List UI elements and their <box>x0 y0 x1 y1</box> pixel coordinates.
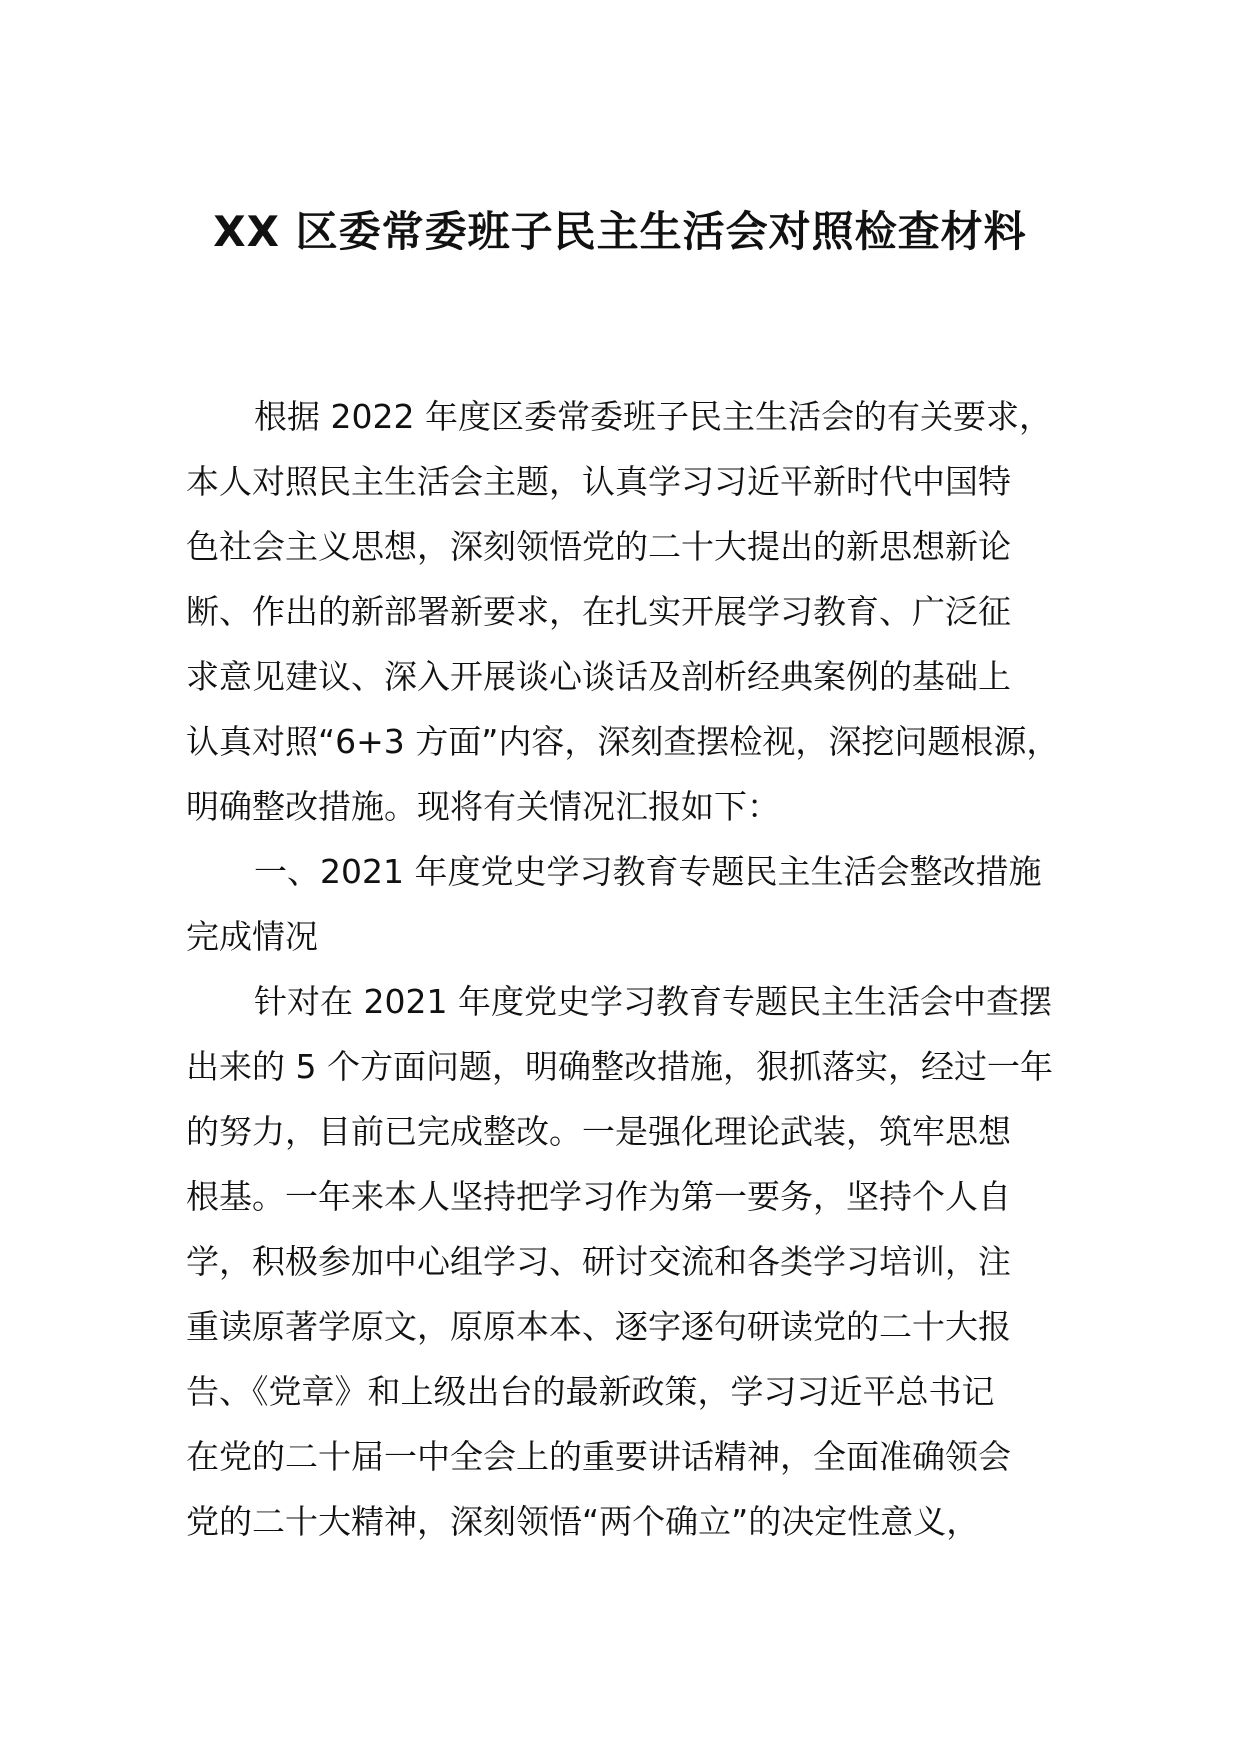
paragraph-1-line-5: 求意见建议、深入开展谈心谈话及剖析经典案例的基础上 <box>186 657 1011 696</box>
section-heading-line-2: 完成情况 <box>186 917 318 956</box>
paragraph-2-line-4: 根基。一年来本人坚持把学习作为第一要务，坚持个人自 <box>186 1177 1011 1216</box>
paragraph-2-line-7: 告、《党章》和上级出台的最新政策，学习习近平总书记 <box>186 1372 995 1411</box>
paragraph-2-line-1: 针对在 2021 年度党史学习教育专题民主生活会中查摆 <box>254 982 1052 1021</box>
paragraph-1-line-7: 明确整改措施。现将有关情况汇报如下： <box>186 787 780 826</box>
paragraph-1-line-6: 认真对照“6+3 方面”内容，深刻查摆检视，深挖问题根源， <box>186 722 1060 761</box>
paragraph-2-line-5: 学，积极参加中心组学习、研讨交流和各类学习培训，注 <box>186 1242 1011 1281</box>
paragraph-1-line-1: 根据 2022 年度区委常委班子民主生活会的有关要求， <box>254 397 1052 436</box>
paragraph-2-line-3: 的努力，目前已完成整改。一是强化理论武装，筑牢思想 <box>186 1112 1011 1151</box>
paragraph-2-line-2: 出来的 5 个方面问题，明确整改措施，狠抓落实，经过一年 <box>186 1047 1053 1086</box>
paragraph-2-line-8: 在党的二十届一中全会上的重要讲话精神，全面准确领会 <box>186 1437 1011 1476</box>
paragraph-2-line-9: 党的二十大精神，深刻领悟“两个确立”的决定性意义， <box>186 1502 980 1541</box>
paragraph-1-line-4: 断、作出的新部署新要求，在扎实开展学习教育、广泛征 <box>186 592 1011 631</box>
section-heading-line-1: 一、2021 年度党史学习教育专题民主生活会整改措施 <box>254 852 1042 891</box>
paragraph-1-line-3: 色社会主义思想，深刻领悟党的二十大提出的新思想新论 <box>186 527 1011 566</box>
document-title: XX 区委常委班子民主生活会对照检查材料 <box>213 207 1027 256</box>
paragraph-1-line-2: 本人对照民主生活会主题，认真学习习近平新时代中国特 <box>186 462 1011 501</box>
paragraph-2-line-6: 重读原著学原文，原原本本、逐字逐句研读党的二十大报 <box>186 1307 1011 1346</box>
